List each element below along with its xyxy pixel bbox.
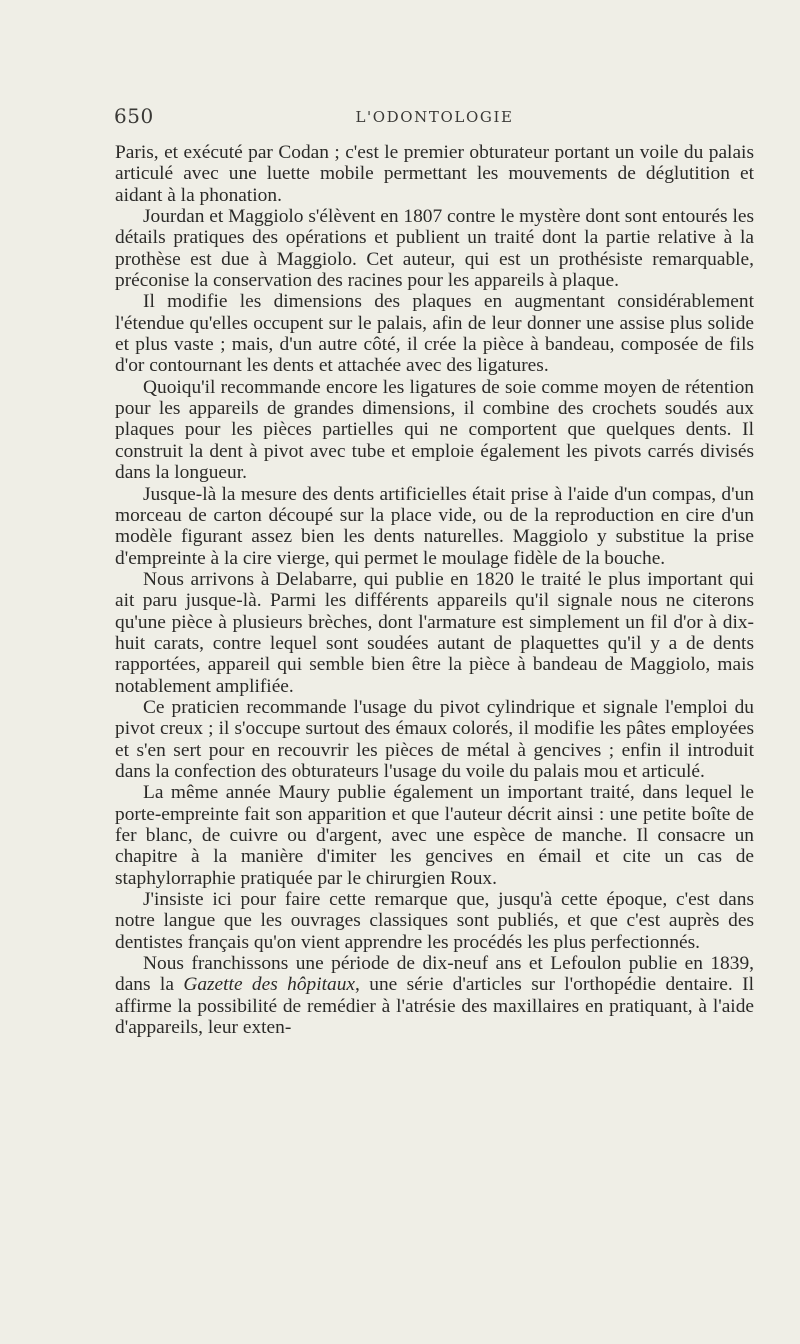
italic-publication-title: Gazette des hôpitaux: [183, 974, 356, 996]
paragraph: Il modifie les dimensions des plaques en augmentant considérablement l'étendue qu'elles occupent sur le palais, afin de leur donner une assise plus solide et plus vaste ; mais, d'un autre côté, il crée la pièce à bandeau, composée de fils d'or contournant les dents et attachée avec des ligatures.: [115, 291, 754, 377]
paragraph: Jusque-là la mesure des dents artificielles était prise à l'aide d'un compas, d'un morceau de carton découpé sur la place vide, ou de la reproduction en cire d'un modèle figurant assez bien les dents naturelles. Maggiolo y substitue la prise d'empreinte à la cire vierge, qui permet le moulage fidèle de la bouche.: [115, 483, 754, 569]
paragraph: J'insiste ici pour faire cette remarque que, jusqu'à cette époque, c'est dans notre langue que les ouvrages classiques sont publiés, et que c'est auprès des dentistes français qu'on vient apprendre les procédés les plus perfectionnés.: [115, 889, 754, 953]
paragraph: Nous arrivons à Delabarre, qui publie en 1820 le traité le plus important qui ait paru jusque-là. Parmi les différents appareils qu'il signale nous ne citerons qu'une pièce à plusieurs brèches, dont l'armature est simplement un fil d'or à dix-huit carats, contre lequel sont soudées autant de plaquettes qu'il y a de dents rapportées, appareil qui semble bien être la pièce à bandeau de Maggiolo, mais notablement amplifiée.: [115, 568, 754, 697]
journal-title: L'ODONTOLOGIE: [355, 108, 514, 126]
paragraph-text: , une série d'articles sur l'orthopédie dentaire. Il affirme la possibilité de remédier à l'atrésie des maxillaires en pratiquant, à l'aide d'appareils, leur exten-: [115, 974, 754, 1039]
body-text: [115, 142, 754, 1038]
paragraph: Quoiqu'il recommande encore les ligatures de soie comme moyen de rétention pour les appareils de grandes dimensions, il combine des crochets soudés aux plaques pour les pièces partielles qui ne comportent que quelques dents. Il construit la dent à pivot avec tube et emploie également les pivots carrés divisés dans la longueur.: [115, 376, 754, 484]
paragraph: Jourdan et Maggiolo s'élèvent en 1807 contre le mystère dont sont entourés les détails pratiques des opérations et publient un traité dont la partie relative à la prothèse est due à Maggiolo. Cet auteur, qui est un prothésiste remarquable, préconise la conservation des racines pour les appareils à plaque.: [115, 206, 754, 292]
paragraph: Ce praticien recommande l'usage du pivot cylindrique et signale l'emploi du pivot creux ; il s'occupe surtout des émaux colorés, il modifie les pâtes employées et s'en sert pour en recouvrir les pièces de métal à gencives ; enfin il introduit dans la confection des obturateurs l'usage du voile du palais mou et articulé.: [115, 696, 754, 782]
paragraph: La même année Maury publie également un important traité, dans lequel le porte-empreinte fait son apparition et que l'auteur décrit ainsi : une petite boîte de fer blanc, de cuivre ou d'argent, avec une espèce de manche. Il consacre un chapitre à la manière d'imiter les gencives en émail et cite un cas de staphylorraphie pratiquée par le chirurgien Roux.: [115, 782, 754, 889]
paragraph: [115, 953, 754, 1038]
page-number: 650: [114, 104, 154, 128]
paragraph-text: Nous franchissons une période de dix-neuf ans et Lefoulon publie en 1839, dans la: [115, 953, 754, 996]
running-head: [115, 102, 754, 132]
paragraph: Paris, et exécuté par Codan ; c'est le premier obturateur portant un voile du palais articulé avec une luette mobile permettant les mouvements de déglutition et aidant à la phonation.: [115, 142, 754, 206]
